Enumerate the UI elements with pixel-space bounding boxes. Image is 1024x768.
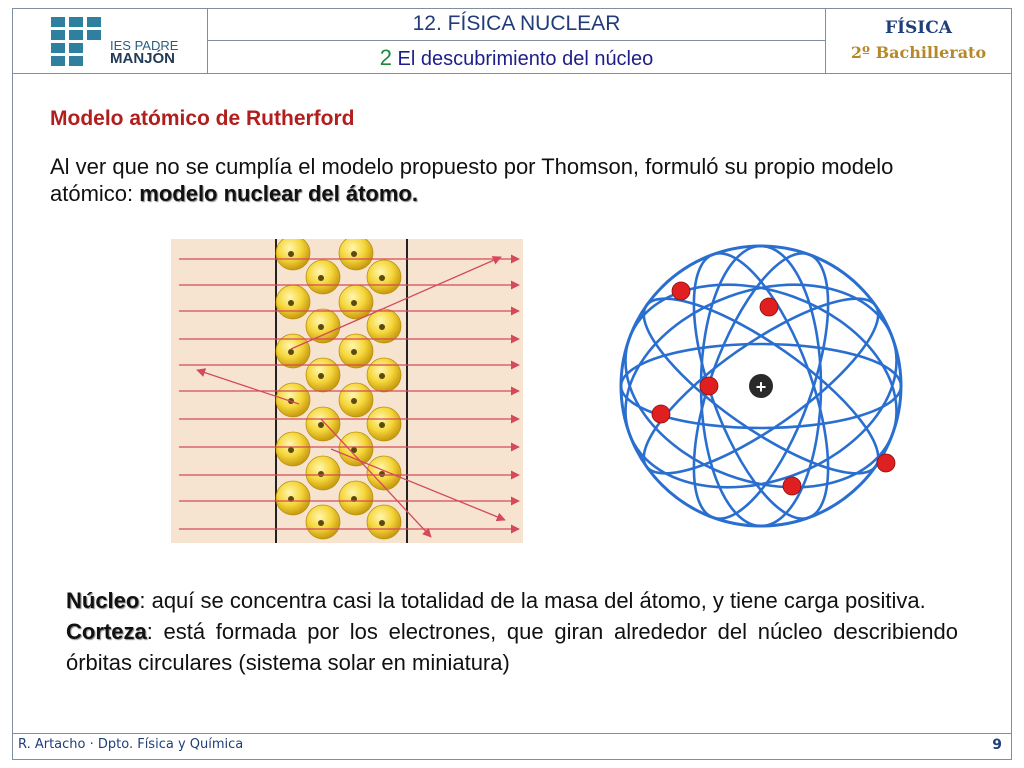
footer-divider [12, 733, 1012, 734]
logo-text [110, 39, 178, 65]
gold-atom-nucleus [379, 373, 385, 379]
term-nucleo: Núcleo [66, 588, 140, 613]
bullet-list [66, 585, 958, 678]
gold-atom-nucleus [318, 275, 324, 281]
logo-grid-icon [51, 17, 103, 69]
gold-atom-nucleus [288, 251, 294, 257]
gold-atom-nucleus [318, 422, 324, 428]
electrons [652, 282, 895, 495]
nuclear-atom-diagram [600, 236, 910, 536]
gold-atom-nucleus [351, 251, 357, 257]
bullet-nucleo [66, 585, 958, 616]
electron [783, 477, 801, 495]
text-corteza: : está formada por los electrones, que giran alrededor del núcleo describiendo órbitas circulares (sistema solar en miniatura) [66, 619, 958, 675]
bullet-corteza [66, 616, 958, 678]
intro-text: Al ver que no se cumplía el modelo propuesto por Thomson, formuló su propio modelo atómico: [50, 154, 894, 206]
gold-atom-nucleus [318, 324, 324, 330]
course-label: 2º Bachillerato [850, 43, 987, 62]
logo-line2: MANJÓN [110, 50, 176, 67]
school-logo [12, 8, 208, 74]
subject-label: FÍSICA [885, 18, 952, 38]
gold-atom-nucleus [379, 275, 385, 281]
term-corteza: Corteza [66, 619, 147, 644]
gold-atom-nucleus [318, 471, 324, 477]
gold-atom-nucleus [351, 398, 357, 404]
section-title-text: El descubrimiento del núcleo [397, 48, 654, 70]
footer-author: R. Artacho · Dpto. Física y Química [18, 737, 244, 752]
gold-atom-nucleus [318, 520, 324, 526]
electron [760, 298, 778, 316]
content-heading: Modelo atómico de Rutherford [50, 107, 355, 130]
gold-atom-nucleus [379, 422, 385, 428]
electron [877, 454, 895, 472]
text-nucleo: : aquí se concentra casi la totalidad de la masa del átomo, y tiene carga positiva. [139, 588, 926, 613]
section-number: 2 [379, 45, 392, 70]
electron [700, 377, 718, 395]
gold-foil-diagram [171, 239, 523, 543]
gold-atom-nucleus [288, 447, 294, 453]
header-title-box [208, 8, 825, 74]
gold-atom-nucleus [379, 520, 385, 526]
intro-end: . [411, 181, 418, 206]
gold-atom-nucleus [288, 349, 294, 355]
gold-atom-nucleus [379, 471, 385, 477]
nucleus-charge-sign: + [755, 377, 767, 397]
section-title [208, 41, 825, 74]
logo-line1: IES PADRE [110, 38, 179, 53]
gold-atom-nucleus [351, 300, 357, 306]
electron [672, 282, 690, 300]
subject-box [825, 8, 1012, 74]
gold-atom-nucleus [379, 324, 385, 330]
intro-paragraph [50, 153, 956, 207]
page-number: 9 [992, 737, 1002, 753]
gold-atom-nucleus [288, 300, 294, 306]
electron [652, 405, 670, 423]
gold-atom-nucleus [318, 373, 324, 379]
gold-atom-nucleus [351, 349, 357, 355]
chapter-title: 12. FÍSICA NUCLEAR [208, 9, 825, 41]
intro-bold: modelo nuclear del átomo [139, 181, 412, 206]
